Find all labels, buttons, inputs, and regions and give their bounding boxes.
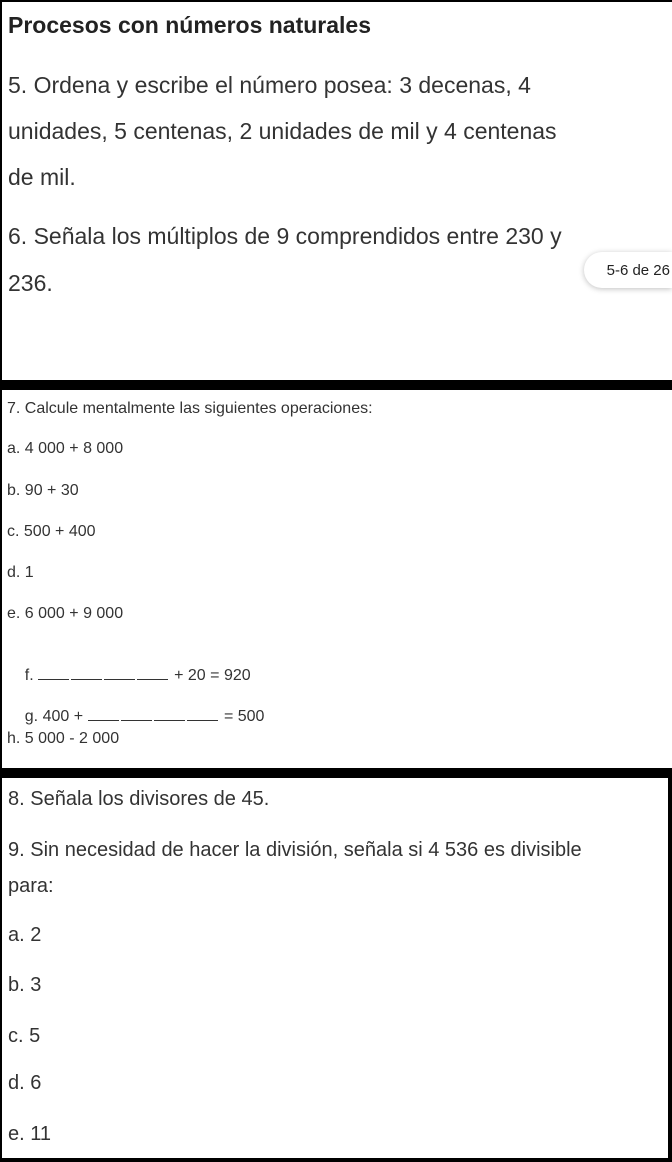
option-a: a. 2 [8, 924, 42, 946]
question-9-line-1: 9. Sin necesidad de hacer la división, señala si 4 536 es divisible [8, 839, 582, 861]
answer-blank [38, 665, 69, 680]
item-f-equation: + 20 = 920 [169, 667, 251, 684]
page-panel-3 [2, 778, 668, 1158]
item-e: e. 6 000 + 9 000 [7, 605, 124, 622]
question-7-heading: 7. Calcule mentalmente las siguientes operaciones: [7, 400, 373, 417]
item-g-equation: = 500 [219, 708, 265, 725]
page-title: Procesos con números naturales [8, 12, 372, 38]
item-d: d. 1 [7, 564, 34, 581]
page-panel-1 [2, 2, 672, 380]
item-f-label: f. [24, 667, 34, 684]
item-c: c. 500 + 400 [7, 523, 96, 540]
item-a: a. 4 000 + 8 000 [7, 440, 124, 457]
answer-blank [88, 706, 119, 721]
option-b: b. 3 [8, 974, 42, 996]
question-5-line-1: 5. Ordena y escribe el número posea: 3 decenas, 4 [8, 72, 531, 98]
page-panel-2 [2, 390, 672, 768]
page-indicator-badge [584, 252, 672, 288]
answer-blank [137, 665, 168, 680]
item-b: b. 90 + 30 [7, 482, 79, 499]
question-6-line-1: 6. Señala los múltiplos de 9 comprendidos entre 230 y [8, 223, 562, 249]
page-indicator-text: 5-6 de 26 [606, 261, 670, 279]
item-h: h. 5 000 - 2 000 [7, 730, 120, 747]
option-c: c. 5 [8, 1025, 41, 1047]
question-8: 8. Señala los divisores de 45. [8, 788, 270, 810]
item-g-label: g. 400 + [24, 708, 88, 725]
answer-blank [71, 665, 102, 680]
question-5-line-2: unidades, 5 centenas, 2 unidades de mil y 4 centenas [8, 118, 557, 144]
question-9-line-2: para: [8, 875, 54, 897]
answer-blank [104, 665, 135, 680]
answer-blank [154, 706, 185, 721]
question-6-line-2: 236. [8, 270, 53, 296]
answer-blank [187, 706, 218, 721]
answer-blank [121, 706, 152, 721]
option-d: d. 6 [8, 1072, 42, 1094]
question-5-line-3: de mil. [8, 164, 76, 190]
option-e: e. 11 [8, 1123, 51, 1145]
